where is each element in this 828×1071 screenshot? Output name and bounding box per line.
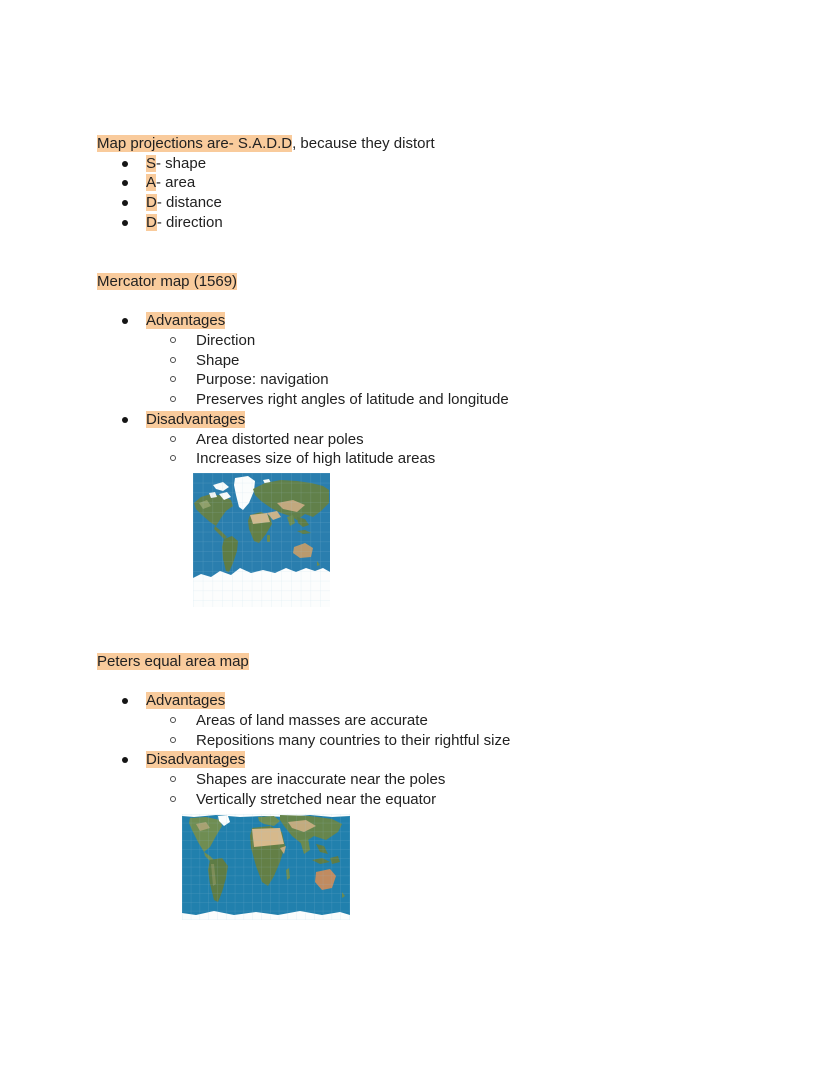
- sadd-letter-s: S: [146, 154, 157, 172]
- sadd-text-area: - area: [156, 174, 196, 192]
- peters-advantages-item: [97, 691, 788, 711]
- list-item-a-area: [97, 173, 788, 193]
- intro-highlighted-text: Map projections are- S.A.D.D: [97, 135, 293, 152]
- mercator-disadvantages-label: Disadvantages: [146, 410, 246, 428]
- list-item: [97, 370, 788, 390]
- mercator-advantage-3: Purpose: navigation: [196, 371, 329, 389]
- mercator-section-title: [97, 272, 788, 292]
- peters-disadvantages-item: [97, 750, 788, 770]
- list-item-d-direction: [97, 213, 788, 233]
- peters-title-text: Peters equal area map: [97, 652, 249, 670]
- sadd-letter-d1: D: [146, 194, 157, 212]
- peters-section-title: [97, 652, 788, 672]
- list-item: [97, 430, 788, 450]
- sadd-text-direction: - direction: [156, 213, 223, 231]
- peters-disadvantage-1: Shapes are inaccurate near the poles: [196, 771, 446, 789]
- mercator-advantages-item: [97, 311, 788, 331]
- peters-disadvantages-label: Disadvantages: [146, 751, 246, 769]
- bullet-circle-icon: [170, 337, 176, 343]
- peters-map-image: [182, 814, 788, 920]
- bullet-circle-icon: [170, 776, 176, 782]
- mercator-advantages-label: Advantages: [146, 312, 226, 330]
- bullet-disc-icon: [122, 180, 128, 186]
- mercator-disadvantage-2: Increases size of high latitude areas: [196, 450, 436, 468]
- list-item: [97, 711, 788, 731]
- list-item: [97, 790, 788, 810]
- intro-rest-text: , because they distort: [292, 135, 435, 152]
- bullet-circle-icon: [170, 796, 176, 802]
- bullet-disc-icon: [122, 318, 128, 324]
- sadd-letter-a: A: [146, 174, 157, 192]
- list-item: [97, 390, 788, 410]
- mercator-advantage-2: Shape: [196, 351, 240, 369]
- blank-line: [97, 672, 788, 692]
- list-item: [97, 770, 788, 790]
- mercator-map-image: [193, 473, 788, 607]
- list-item: [97, 331, 788, 351]
- mercator-advantage-4: Preserves right angles of latitude and longitude: [196, 391, 509, 409]
- peters-advantages-label: Advantages: [146, 692, 226, 710]
- mercator-disadvantages-item: [97, 410, 788, 430]
- list-item: [97, 351, 788, 371]
- blank-line: [97, 292, 788, 312]
- mercator-projection-graphic: [193, 473, 330, 607]
- list-item-s-shape: [97, 154, 788, 174]
- mercator-disadvantage-1: Area distorted near poles: [196, 430, 364, 448]
- sadd-letter-d2: D: [146, 213, 157, 231]
- bullet-disc-icon: [122, 161, 128, 167]
- bullet-disc-icon: [122, 757, 128, 763]
- bullet-circle-icon: [170, 717, 176, 723]
- sadd-text-distance: - distance: [156, 194, 222, 212]
- mercator-title-text: Mercator map (1569): [97, 272, 238, 290]
- bullet-circle-icon: [170, 436, 176, 442]
- blank-lines: [97, 233, 788, 272]
- bullet-disc-icon: [122, 417, 128, 423]
- peters-advantage-1: Areas of land masses are accurate: [196, 712, 428, 730]
- list-item: [97, 449, 788, 469]
- intro-paragraph: [97, 134, 788, 154]
- mercator-advantage-1: Direction: [196, 332, 256, 349]
- bullet-disc-icon: [122, 200, 128, 206]
- bullet-circle-icon: [170, 357, 176, 363]
- bullet-disc-icon: [122, 698, 128, 704]
- list-item: [97, 731, 788, 751]
- bullet-disc-icon: [122, 220, 128, 226]
- bullet-circle-icon: [170, 396, 176, 402]
- blank-lines: [97, 607, 788, 652]
- peters-projection-graphic: [182, 814, 350, 920]
- bullet-circle-icon: [170, 455, 176, 461]
- bullet-circle-icon: [170, 376, 176, 382]
- bullet-circle-icon: [170, 737, 176, 743]
- sadd-text-shape: - shape: [156, 154, 207, 172]
- peters-disadvantage-2: Vertically stretched near the equator: [196, 790, 437, 808]
- list-item-d-distance: [97, 193, 788, 213]
- peters-advantage-2: Repositions many countries to their rightful size: [196, 731, 511, 749]
